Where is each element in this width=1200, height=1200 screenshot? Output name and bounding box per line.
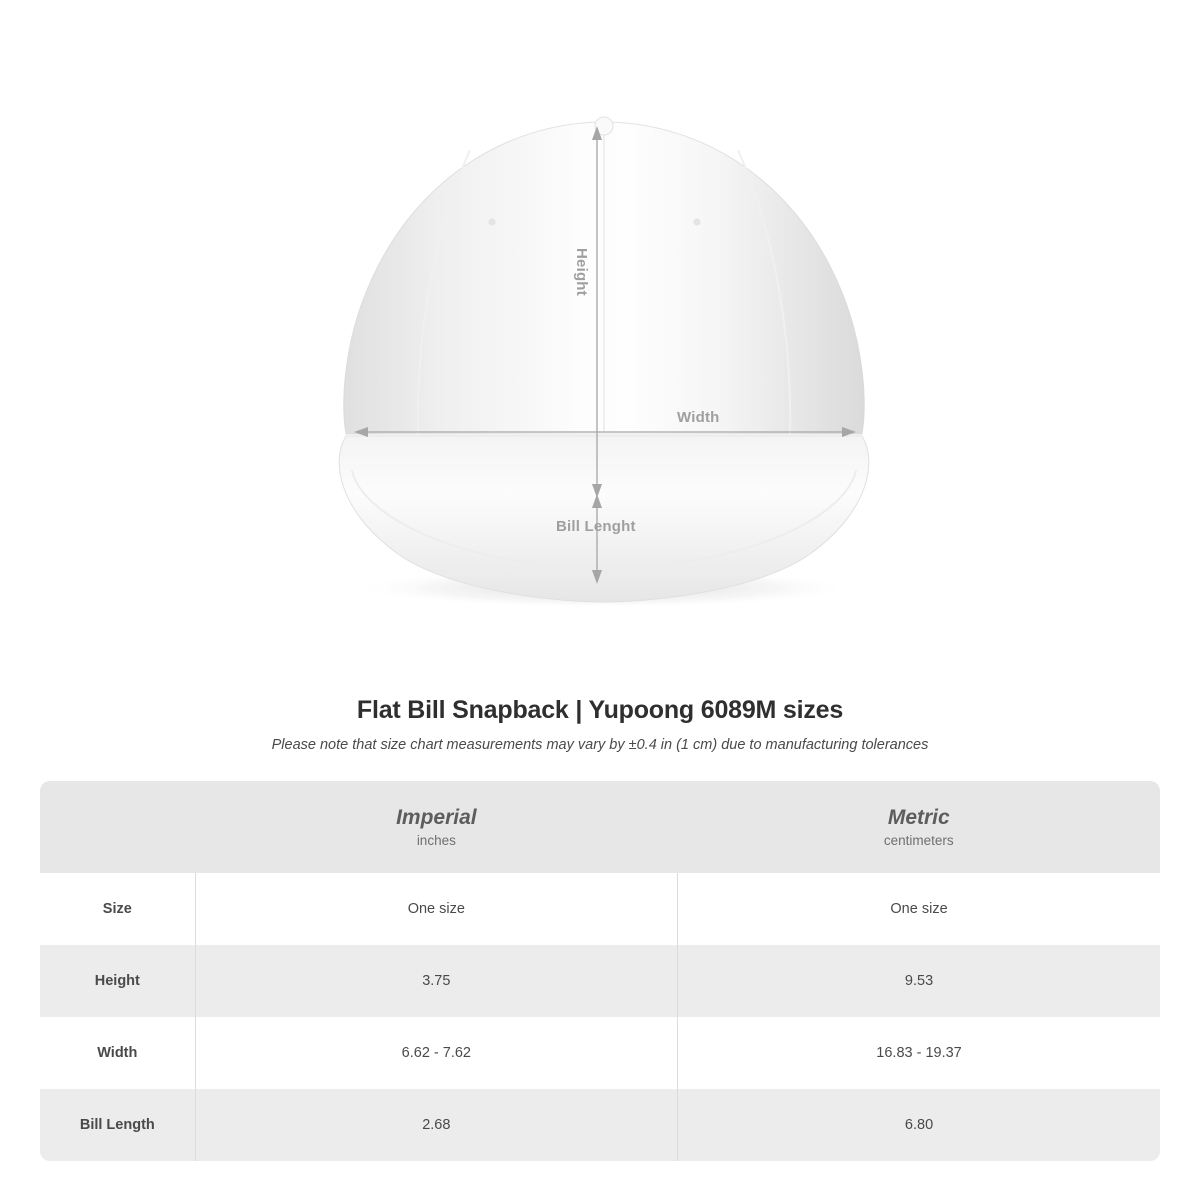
size-chart-table-wrap	[40, 781, 1160, 1161]
row-metric-size: One size	[678, 873, 1160, 945]
bill-length-line-1: Bill	[556, 518, 581, 535]
header-corner-cell	[40, 781, 195, 873]
row-label-height: Height	[40, 945, 195, 1017]
table-row	[40, 1089, 1160, 1161]
row-label-size: Size	[40, 873, 195, 945]
header-metric-cell	[678, 781, 1160, 873]
bill-length-line-2: Lenght	[584, 518, 636, 535]
tolerance-note: Please note that size chart measurements may vary by ±0.4 in (1 cm) due to manufacturing tolerances	[271, 737, 929, 753]
height-measure-label: Height	[573, 248, 590, 296]
row-imperial-size: One size	[195, 873, 677, 945]
row-metric-width: 16.83 - 19.37	[678, 1017, 1160, 1089]
imperial-unit-label: inches	[416, 833, 456, 849]
row-metric-height: 9.53	[678, 945, 1160, 1017]
metric-unit-label: centimeters	[883, 833, 954, 849]
imperial-system-label: Imperial	[396, 805, 477, 829]
page-title: Flat Bill Snapback | Yupoong 6089M sizes	[356, 696, 844, 724]
row-imperial-height: 3.75	[195, 945, 677, 1017]
row-label-bill-length: Bill Length	[40, 1089, 195, 1161]
table-row	[40, 1017, 1160, 1089]
width-measure-label: Width	[677, 409, 720, 426]
bill-length-measure-label	[556, 518, 636, 535]
table-row	[40, 873, 1160, 945]
title-block	[0, 696, 1200, 753]
header-imperial-cell	[195, 781, 677, 873]
table-header-row	[40, 781, 1160, 873]
row-metric-bill-length: 6.80	[678, 1089, 1160, 1161]
row-imperial-width: 6.62 - 7.62	[195, 1017, 677, 1089]
metric-system-label: Metric	[887, 805, 950, 829]
row-imperial-bill-length: 2.68	[195, 1089, 677, 1161]
row-label-width: Width	[40, 1017, 195, 1089]
table-row	[40, 945, 1160, 1017]
size-chart-table	[40, 781, 1160, 1161]
